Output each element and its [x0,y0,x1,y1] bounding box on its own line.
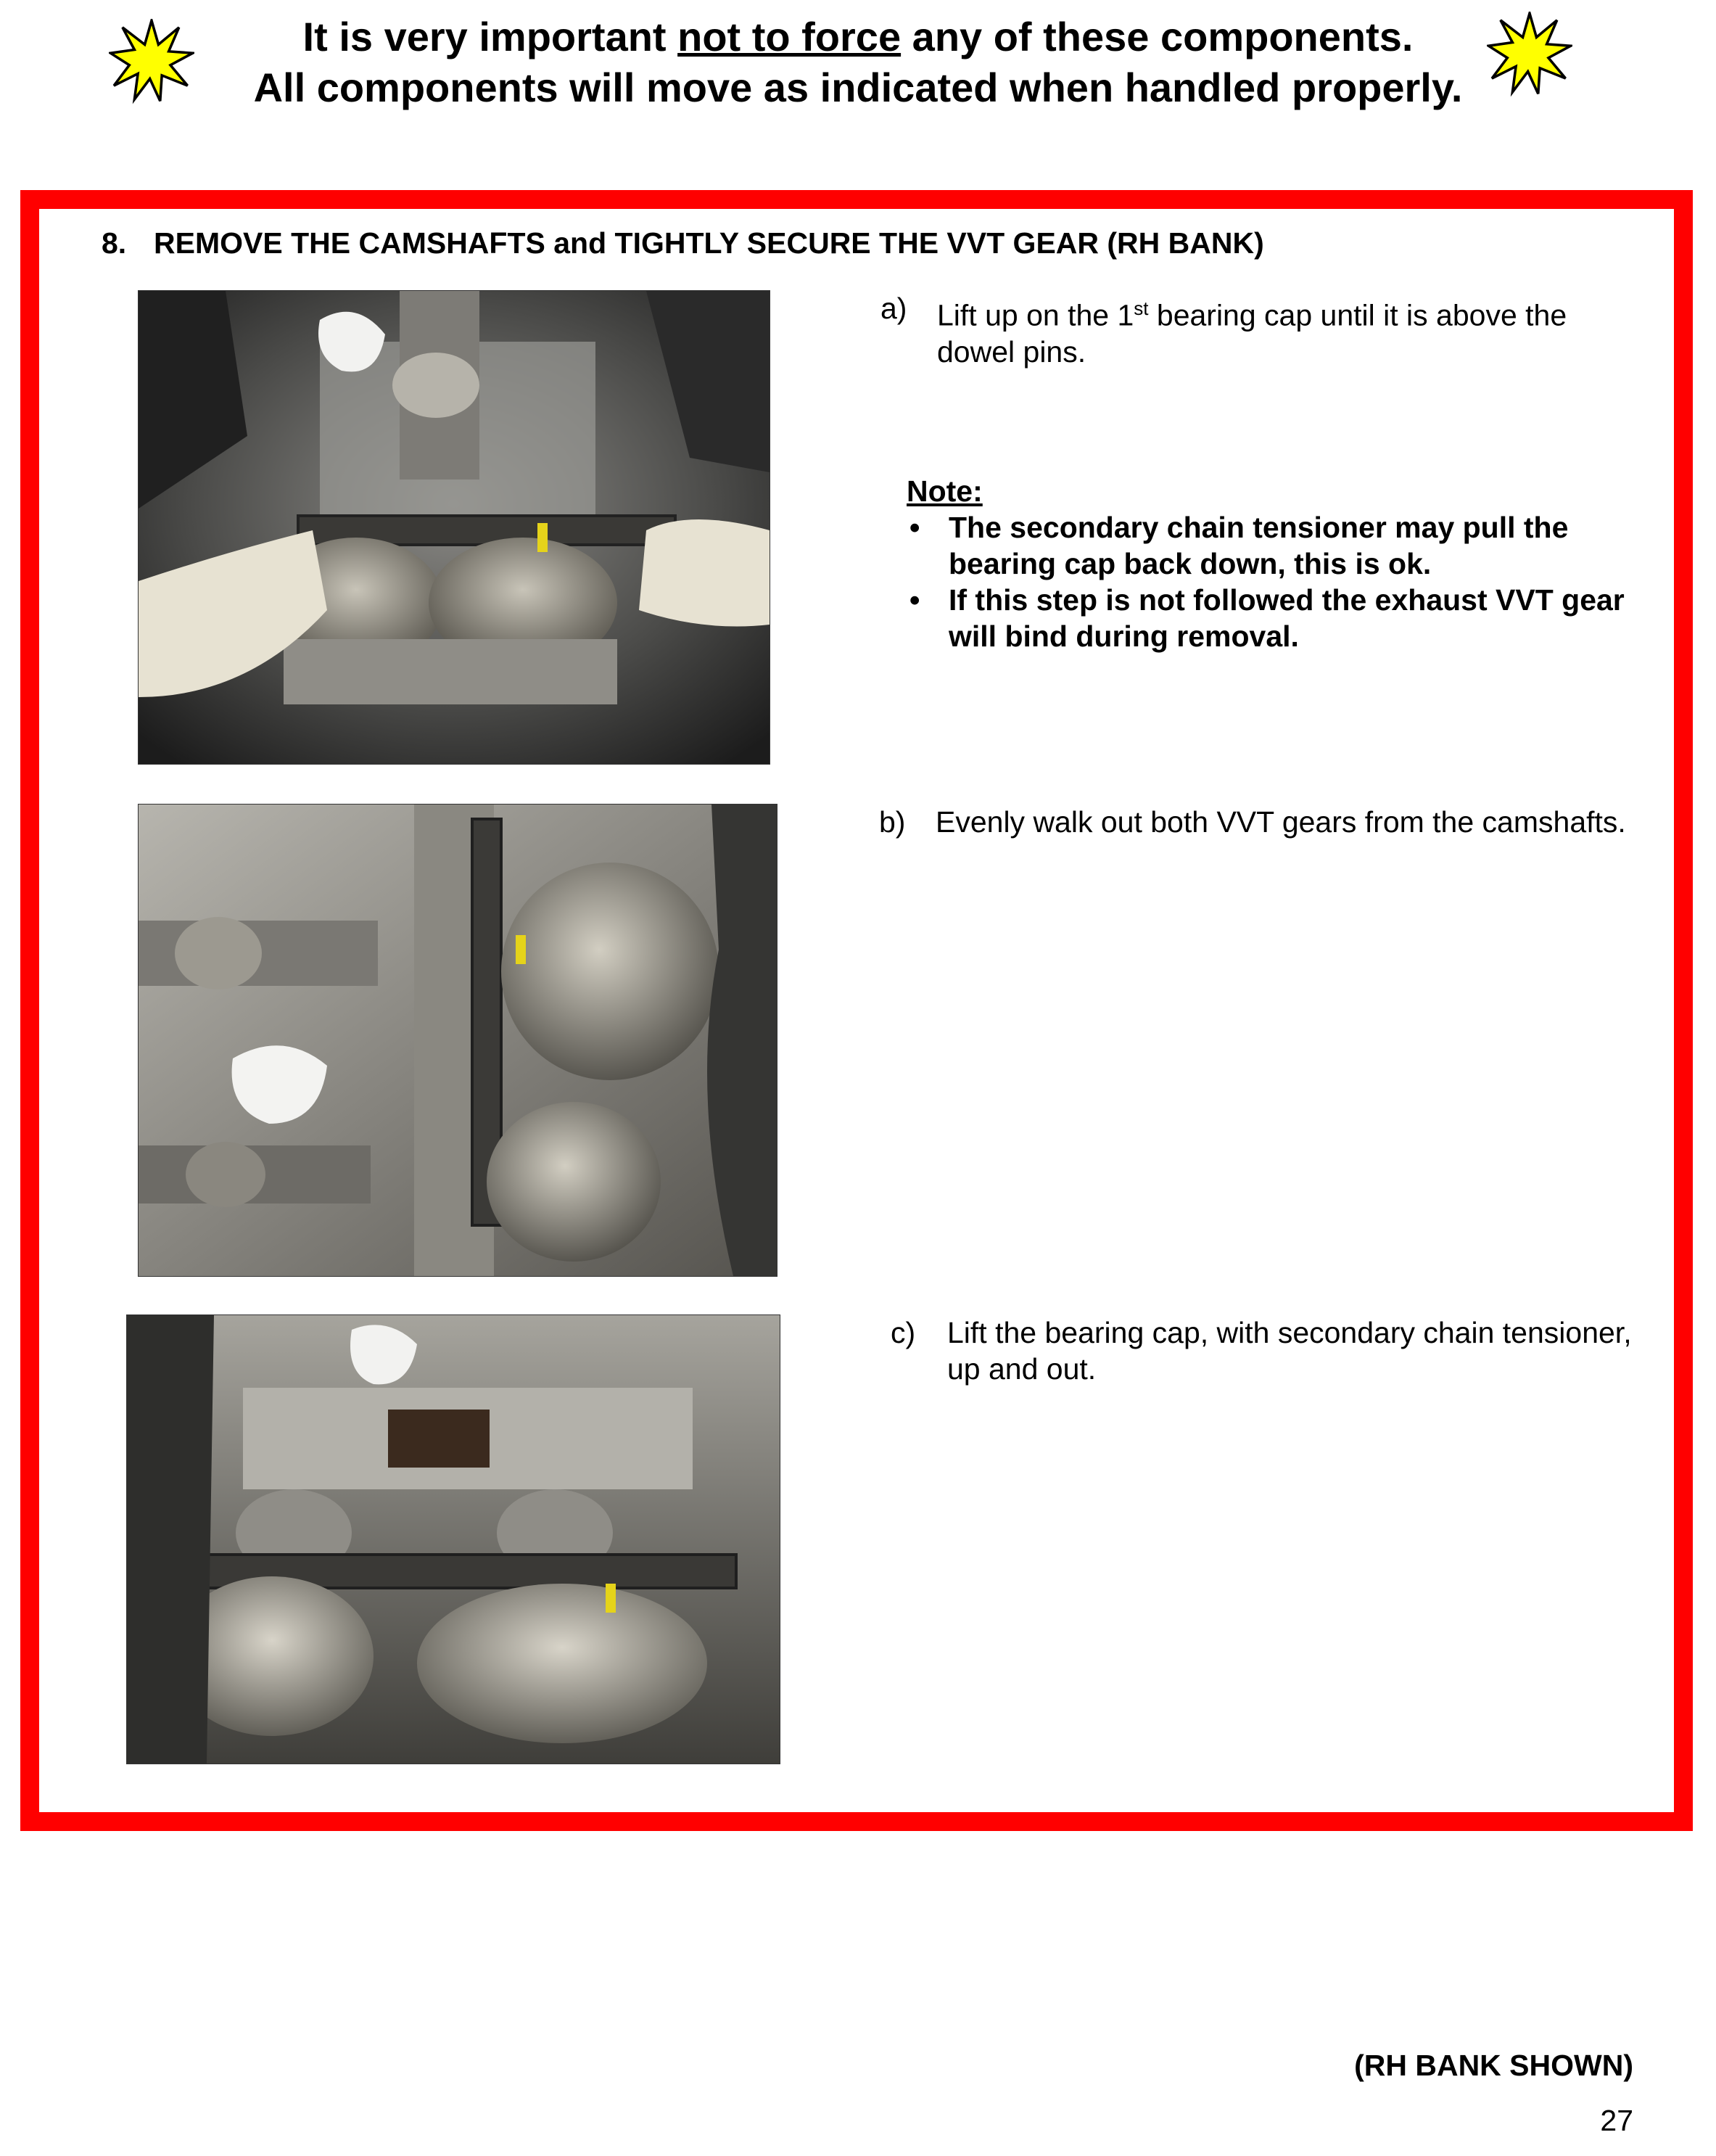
note-item: • The secondary chain tensioner may pull the bearing cap back down, this is ok. [907,509,1632,582]
note-item: • If this step is not followed the exhaust VVT gear will bind during removal. [907,582,1632,654]
engine-photo-a [138,290,770,765]
warning-line-2: All components will move as indicated when handled properly. [253,65,1463,110]
section-heading [102,225,1264,261]
engine-photo-c [126,1314,780,1764]
step-letter: c) [891,1316,916,1349]
engine-photo-b [138,804,777,1277]
step-text: Lift the bearing cap, with secondary chain tensioner, up and out. [947,1316,1632,1386]
warning-banner [0,12,1716,113]
step-letter: b) [879,805,906,839]
step-text: Lift up on the 1st bearing cap until it is above the dowel pins. [937,297,1567,369]
warning-line-1: It is very important not to force any of these components. [302,14,1414,59]
warning-emphasis: not to force [677,14,902,59]
note-label: Note: [907,474,983,508]
bank-shown-label: (RH BANK SHOWN) [1354,2049,1633,2082]
step-text: Evenly walk out both VVT gears from the camshafts. [936,805,1626,839]
step-b [879,804,1641,840]
step-letter: a) [880,292,907,325]
note-block [907,473,1632,654]
step-c [891,1314,1645,1387]
page-number: 27 [1600,2104,1633,2137]
step-a [880,290,1642,370]
section-title: REMOVE THE CAMSHAFTS and TIGHTLY SECURE THE VVT GEAR (RH BANK) [154,226,1264,260]
note-list [907,509,1632,654]
section-number: 8. [102,226,127,260]
